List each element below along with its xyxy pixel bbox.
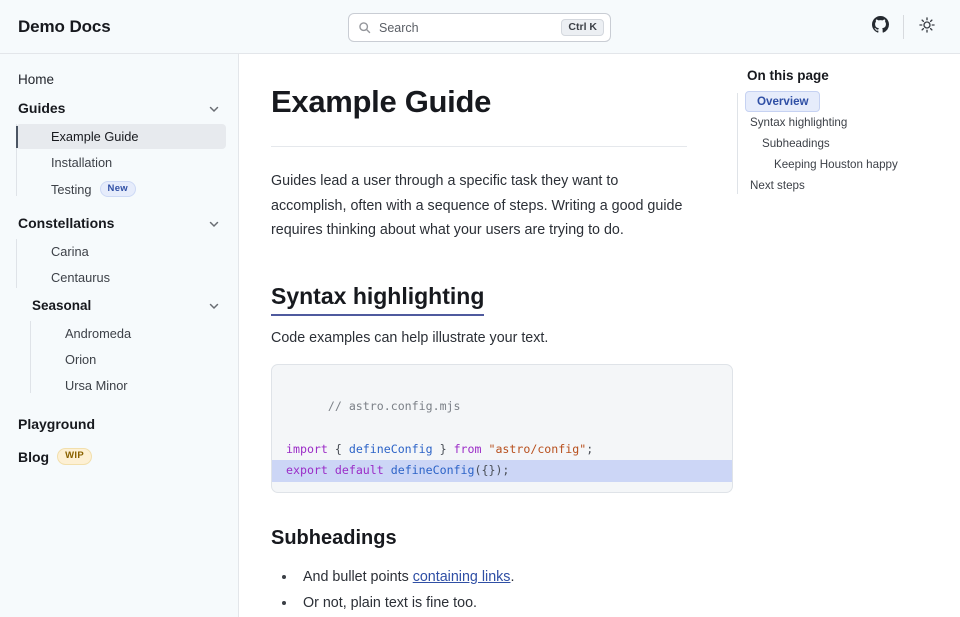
sidebar-group-label: Seasonal [32,298,92,314]
toc-rail [737,93,738,194]
search-icon [358,21,371,34]
sidebar-item-playground[interactable]: Playground [18,416,96,433]
sidebar-item-testing[interactable] [16,176,226,202]
code-keyword-export: export [286,463,328,478]
toc-item-subheadings[interactable] [737,133,944,154]
sidebar-list-guides [0,124,238,202]
status-badge-wip: WIP [57,448,92,464]
toc-item-label: Keeping Houston happy [774,158,898,171]
toc-item-label: Next steps [750,179,805,192]
code-block[interactable] [271,364,733,493]
search-shortcut-kbd: Ctrl K [561,19,604,37]
inline-link[interactable]: containing links [412,568,511,585]
sidebar-active-marker [16,126,18,148]
toc-item-keeping-houston-happy[interactable] [737,154,944,175]
section-intro-paragraph: Code examples can help illustrate your text. [271,329,549,346]
search-input[interactable] [348,13,611,42]
subheading-subheadings: Subheadings [271,526,397,549]
toc-list [737,91,944,196]
chevron-down-icon [208,217,220,229]
theme-toggle-button[interactable] [910,10,944,44]
sidebar-item-home[interactable]: Home [18,72,55,87]
sidebar-item-orion[interactable] [16,347,226,372]
chevron-down-icon [208,102,220,114]
toc-title: On this page [747,68,829,83]
section-heading-syntax-highlighting: Syntax highlighting [271,283,484,316]
bullet-list [271,564,687,617]
table-of-contents [719,54,960,617]
sidebar-item-label: Example Guide [51,129,139,144]
sidebar-item-label: Ursa Minor [65,378,128,394]
bullet-text-pre: And bullet points [303,568,413,585]
page-title: Example Guide [271,84,492,119]
toc-item-overview[interactable] [737,91,944,112]
sidebar-rail [16,239,17,288]
toc-item-next-steps[interactable] [737,175,944,196]
sidebar-item-label: Orion [65,352,97,368]
status-badge-new: New [100,181,136,197]
sidebar-group-seasonal[interactable] [0,291,238,320]
header-actions [863,0,944,54]
sidebar-group-label: Constellations [18,215,115,232]
code-call-args: ({}); [474,463,510,478]
sidebar-item-label: Carina [51,244,89,260]
code-brace-open: { [334,442,342,457]
bullet-text-post: . [510,568,515,585]
sidebar [0,54,239,617]
header-divider [903,15,904,39]
title-divider [271,146,687,147]
code-line-export-highlighted [272,460,732,481]
sidebar-item-label: Centaurus [51,270,111,286]
toc-item-syntax-highlighting[interactable] [737,112,944,133]
sidebar-item-label: Testing [51,181,92,197]
code-keyword-import: import [286,442,328,457]
code-keyword-default: default [334,463,384,478]
sidebar-group-guides[interactable] [0,93,238,123]
sidebar-item-andromeda[interactable] [16,321,226,346]
bullet-text-pre: Or not, plain text is fine too. [303,595,478,612]
code-string-module: "astro/config" [488,442,587,457]
sidebar-item-label: Installation [51,155,113,170]
code-line-import [272,439,732,460]
toc-item-label: Overview [745,91,820,112]
sidebar-list-constellations [0,239,238,290]
sidebar-item-ursa-minor[interactable] [16,373,226,398]
code-line-comment [272,375,732,439]
intro-paragraph: Guides lead a user through a specific task they want to accomplish, often with a sequence of steps. Writing a good guide requires thinking about what your users are trying to do. [271,173,683,239]
main-content [239,54,719,617]
chevron-down-icon [208,300,220,312]
code-semicolon: ; [586,442,594,457]
github-link[interactable] [863,10,897,44]
sidebar-item-carina[interactable] [16,239,226,264]
code-brace-close: } [439,442,447,457]
sidebar-item-centaurus[interactable] [16,265,226,290]
sidebar-rail [30,321,31,393]
sun-icon [918,16,936,39]
code-keyword-from: from [453,442,482,457]
list-item [297,590,687,616]
sidebar-item-blog[interactable] [0,440,238,472]
list-item [297,564,687,590]
sidebar-group-label: Guides [18,100,66,116]
toc-item-label: Syntax highlighting [750,116,848,129]
search-placeholder: Search [379,20,419,35]
sidebar-list-seasonal [0,321,238,398]
site-title[interactable]: Demo Docs [18,17,111,36]
code-comment: // astro.config.mjs [327,399,461,414]
sidebar-group-constellations[interactable] [0,208,238,238]
sidebar-item-label: Andromeda [65,326,132,342]
sidebar-item-label: Blog [18,448,50,465]
sidebar-item-installation[interactable] [16,150,226,175]
code-identifier-defineconfig: defineConfig [348,442,433,457]
code-identifier-defineconfig-call: defineConfig [390,463,475,478]
toc-item-label: Subheadings [762,137,830,150]
github-icon [872,16,889,38]
sidebar-item-example-guide[interactable] [16,124,226,149]
site-header [0,0,960,54]
